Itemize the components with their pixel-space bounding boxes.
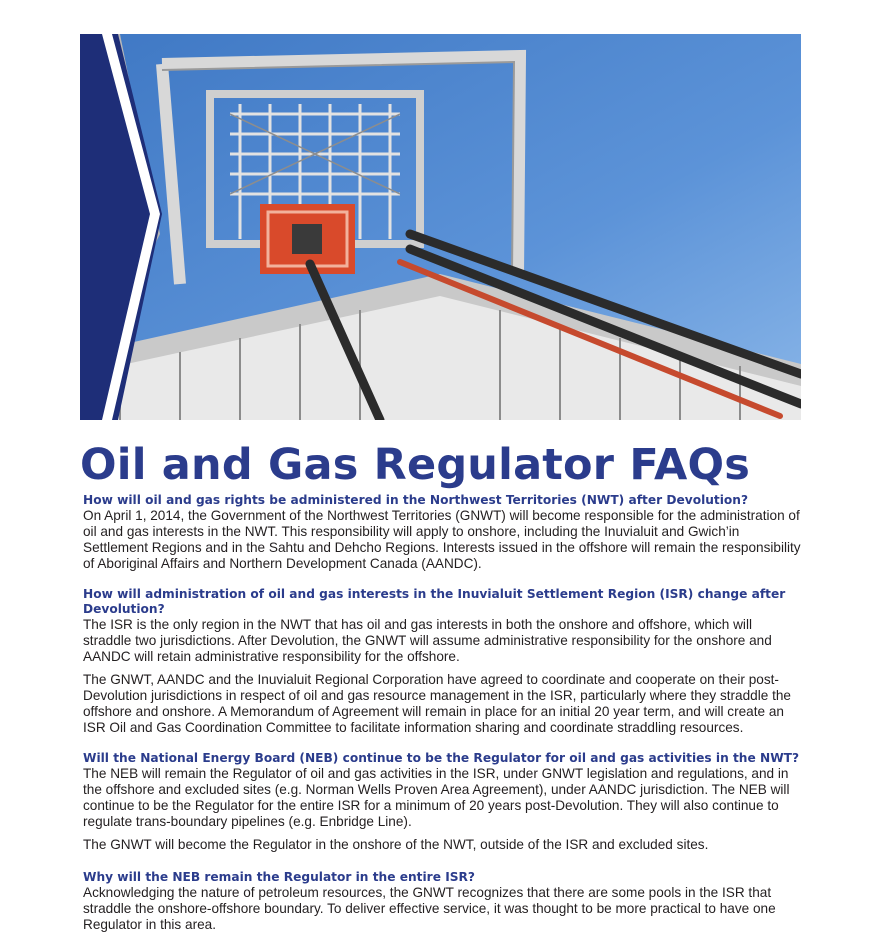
faq-answer: The ISR is the only region in the NWT that has oil and gas interests in both the onshore and offshore, which will straddle two jurisdictions. After Devolution, the GNWT will assume administrative responsibility for the onshore and AANDC will retain administrative responsibility for the offshore. — [83, 617, 772, 664]
faq-list — [83, 493, 803, 933]
faq-question: Why will the NEB remain the Regulator in the entire ISR? — [83, 870, 475, 884]
faq-answer: Acknowledging the nature of petroleum resources, the GNWT recognizes that there are some pools in the ISR that straddle the onshore-offshore boundary. To deliver effective service, it was thought to be more practical to have one Regulator in this area. — [83, 885, 776, 932]
faq-answer: On April 1, 2014, the Government of the Northwest Territories (GNWT) will become responsible for the administration of oil and gas interests in the NWT. This responsibility will apply to onshore, including the Inuvialuit and Gwich’in Settlement Regions and in the Sahtu and Dehcho Regions. Interests issued in the offshore will remain the responsibility of Aboriginal Affairs and Northern Development Canada (AANDC). — [83, 508, 801, 571]
faq-question: How will administration of oil and gas interests in the Inuvialuit Settlement Region (ISR) change after Devolution? — [83, 587, 786, 616]
hero-image — [80, 34, 801, 420]
faq-answer: The GNWT will become the Regulator in the onshore of the NWT, outside of the ISR and excluded sites. — [83, 837, 709, 852]
page-title: Oil and Gas Regulator FAQs — [80, 440, 751, 490]
faq-answer: The NEB will remain the Regulator of oil and gas activities in the ISR, under GNWT legislation and regulations, and in the offshore and excluded sites (e.g. Norman Wells Proven Area Agreement), under AANDC jurisdiction. The NEB will continue to be the Regulator for the entire ISR for a minimum of 20 years post-Devolution. They will also continue to regulate trans-boundary pipelines (e.g. Enbridge Line). — [83, 766, 790, 829]
faq-question: Will the National Energy Board (NEB) continue to be the Regulator for oil and gas activities in the NWT? — [83, 751, 800, 765]
drilling-rig-illustration — [80, 34, 801, 420]
faq-question: How will oil and gas rights be administered in the Northwest Territories (NWT) after Devolution? — [83, 493, 749, 507]
faq-answer: The GNWT, AANDC and the Inuvialuit Regional Corporation have agreed to coordinate and cooperate on their post-Devolution jurisdictions in respect of oil and gas resource management in the ISR, particularly where they straddle the offshore and onshore. A Memorandum of Agreement will remain in place for an initial 20 year term, and will create an ISR Oil and Gas Coordination Committee to facilitate information sharing and coordinate straddling resources. — [83, 672, 791, 735]
